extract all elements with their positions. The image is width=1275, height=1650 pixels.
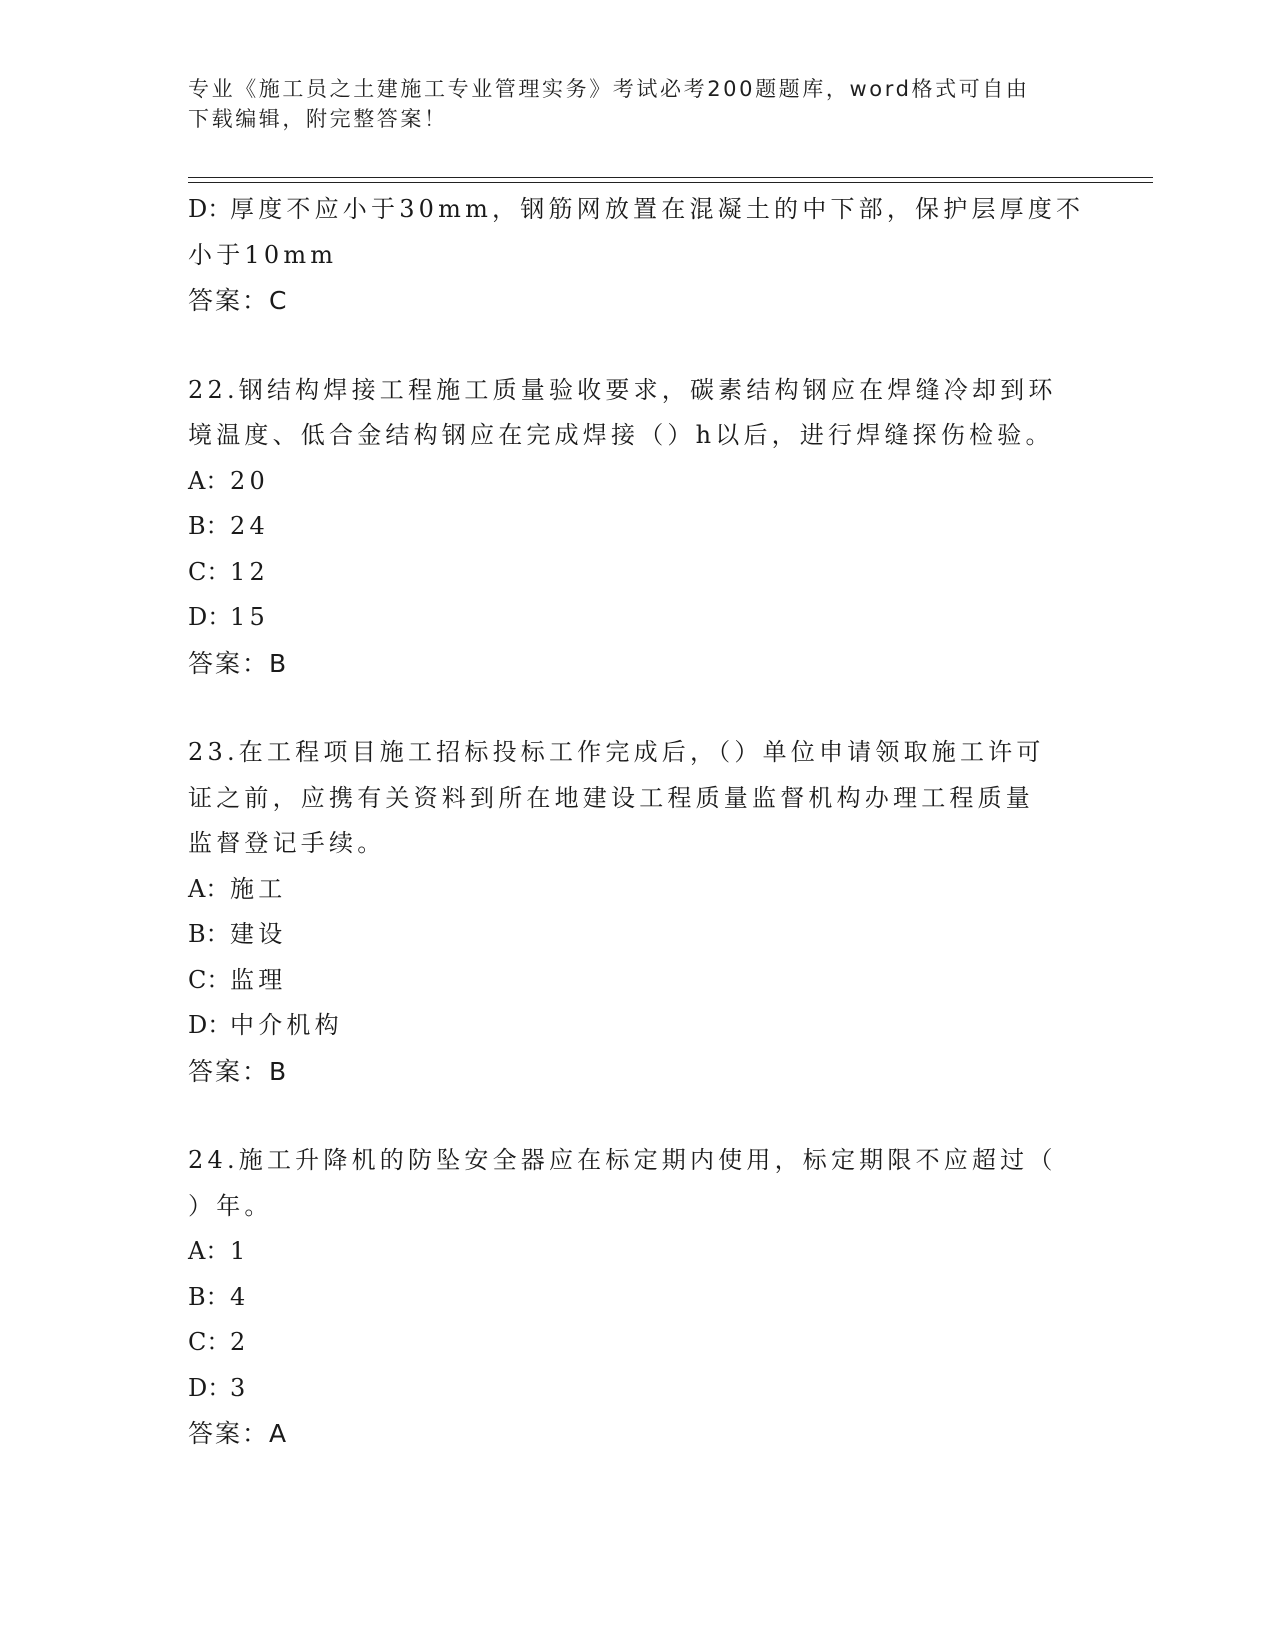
previous-question-fragment bbox=[188, 187, 1088, 324]
option-value: 24 bbox=[230, 512, 269, 540]
option-value: 1 bbox=[230, 1237, 250, 1265]
question-24 bbox=[188, 1138, 1088, 1457]
option-line bbox=[188, 1320, 1088, 1366]
option-line bbox=[188, 1003, 1088, 1049]
option-line bbox=[188, 595, 1088, 641]
option-value: 施工 bbox=[230, 874, 287, 903]
option-value: 12 bbox=[230, 557, 269, 586]
answer-line: 答案：B bbox=[188, 648, 289, 678]
option-key: B： bbox=[188, 1282, 230, 1311]
option-key: C： bbox=[188, 557, 231, 586]
question-22 bbox=[188, 368, 1088, 687]
option-value: 2 bbox=[230, 1328, 250, 1356]
option-text-continued: 小于10mm bbox=[188, 240, 338, 269]
question-23 bbox=[188, 730, 1088, 1094]
option-key: D： bbox=[188, 1011, 232, 1039]
question-text: 23.在工程项目施工招标投标工作完成后，（）单位申请领取施工许可 bbox=[188, 738, 1045, 766]
option-line bbox=[188, 1229, 1088, 1275]
spacer bbox=[188, 324, 1088, 368]
option-line bbox=[188, 1275, 1088, 1321]
option-line bbox=[188, 912, 1088, 958]
option-value: 建设 bbox=[230, 920, 287, 948]
answer-line: 答案：A bbox=[188, 1419, 289, 1448]
answer-line: 答案：B bbox=[188, 1056, 289, 1086]
question-text: 22.钢结构焊接工程施工质量验收要求，碳素结构钢应在焊缝冷却到环 bbox=[188, 375, 1057, 404]
spacer bbox=[188, 1094, 1088, 1138]
header-divider-bottom bbox=[188, 182, 1153, 183]
option-line bbox=[188, 1366, 1088, 1412]
option-text: 厚度不应小于30mm，钢筋网放置在混凝土的中下部，保护层厚度不 bbox=[230, 195, 1085, 223]
header-line-2: 下载编辑，附完整答案！ bbox=[188, 107, 448, 131]
question-content bbox=[188, 187, 1088, 1457]
option-line bbox=[188, 187, 1088, 233]
document-header bbox=[188, 74, 1088, 134]
option-value: 3 bbox=[230, 1373, 250, 1402]
header-line-1: 专业《施工员之土建施工专业管理实务》考试必考200题题库，word格式可自由 bbox=[188, 77, 1030, 101]
option-key: B： bbox=[188, 920, 230, 948]
option-line bbox=[188, 504, 1088, 550]
option-line bbox=[188, 459, 1088, 505]
option-key: C： bbox=[188, 965, 231, 994]
answer-line: 答案：C bbox=[188, 286, 289, 315]
question-text: 监督登记手续。 bbox=[188, 829, 386, 857]
option-key: D： bbox=[188, 603, 232, 631]
option-line bbox=[188, 958, 1088, 1004]
option-value: 15 bbox=[230, 603, 269, 631]
option-key: A： bbox=[188, 1237, 230, 1265]
question-text: 证之前，应携有关资料到所在地建设工程质量监督机构办理工程质量 bbox=[188, 783, 1034, 812]
option-key: D： bbox=[188, 195, 232, 223]
question-text: 境温度、低合金结构钢应在完成焊接（）h以后，进行焊缝探伤检验。 bbox=[188, 421, 1054, 449]
option-key: B： bbox=[188, 512, 230, 540]
option-key: A： bbox=[188, 466, 230, 495]
spacer bbox=[188, 686, 1088, 730]
question-text: ）年。 bbox=[188, 1191, 273, 1220]
option-value: 20 bbox=[230, 466, 269, 495]
option-value: 监理 bbox=[230, 965, 287, 994]
question-text: 24.施工升降机的防坠安全器应在标定期内使用，标定期限不应超过（ bbox=[188, 1146, 1057, 1174]
header-divider-top bbox=[188, 177, 1153, 178]
option-value: 中介机构 bbox=[230, 1011, 343, 1039]
option-line bbox=[188, 867, 1088, 913]
option-line bbox=[188, 550, 1088, 596]
option-key: D： bbox=[188, 1373, 232, 1402]
option-key: A： bbox=[188, 874, 230, 903]
option-key: C： bbox=[188, 1328, 231, 1356]
option-value: 4 bbox=[230, 1282, 250, 1311]
